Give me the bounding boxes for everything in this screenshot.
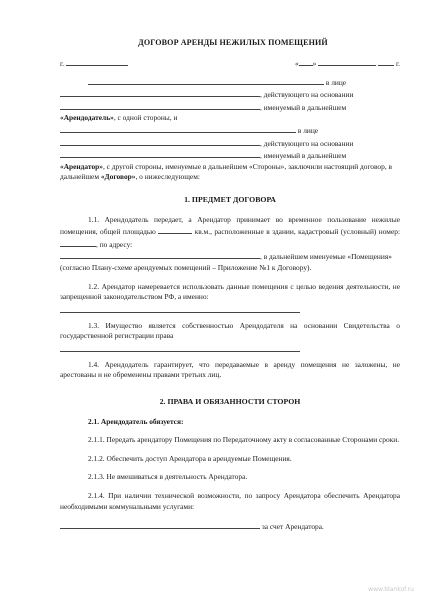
tenant-representative-line: , действующего на основании <box>60 137 400 150</box>
clause-1-1-address: , в дальнейшем именуемые «Помещения» (согласно Плану-схеме арендуемых помещений – Приложение №1 к Договору). <box>60 252 392 272</box>
tenant-name-line: в лице <box>60 124 400 137</box>
clause-1-3: 1.3. Имущество является собственностью Арендодателя на основании Свидетельства о государственной регистрации права <box>60 320 400 341</box>
landlord-name-line: в лице <box>60 76 400 89</box>
clause-2-1-4: 2.1.4. При наличии технической возможности, по запросу Арендатора обеспечить Арендатора необходимыми коммунальными услугами: <box>60 491 400 511</box>
clause-2-1: 2.1. Арендодатель обязуется: <box>88 416 184 426</box>
tenant-role-paragraph: «Арендатор», с другой стороны, именуемые в дальнейшем «Стороны», заключили настоящий договор, в дальнейшем «Договор», о нижеследующем: <box>60 161 393 182</box>
clause-1-2: 1.2. Арендатор намеревается использовать данные помещения с целью ведения деятельности, не запрещенной законодательством РФ, а именно: <box>60 281 400 302</box>
landlord-basis-line: , именуемый в дальнейшем <box>60 101 400 114</box>
date-field: « » г. <box>294 58 400 68</box>
tenant-basis-line: , именуемый в дальнейшем <box>60 149 400 162</box>
clause-1-2-blank <box>60 303 300 313</box>
clause-1-4: 1.4. Арендодатель гарантирует, что передаваемые в аренду помещения не заложены, не арестованы и не обременены правами третьих лиц. <box>60 359 400 380</box>
clause-2-1-2: 2.1.2. Обеспечить доступ Арендатора в арендуемые Помещения. <box>88 453 292 463</box>
clause-1-1: 1.1. Арендодатель передает, а Арендатор принимает во временное пользование нежилые помещения, общей площадью кв.м., расположенные в здании, кадастровый (условный) номер: , по адресу: <box>60 214 400 249</box>
landlord-representative-line: , действующего на основании <box>60 88 400 101</box>
clause-2-1-1: 2.1.1. Передать арендатору Помещения по Передаточному акту в согласованные Сторонами сроки. <box>88 435 400 445</box>
place-date-row <box>60 57 400 68</box>
landlord-role-line: «Арендодатель», с одной стороны, и <box>60 113 178 123</box>
document-title: ДОГОВОР АРЕНДЫ НЕЖИЛЫХ ПОМЕЩЕНИЙ <box>138 38 328 47</box>
clause-1-3-blank <box>60 342 300 352</box>
section-1-heading: 1. ПРЕДМЕТ ДОГОВОРА <box>184 194 276 204</box>
contract-body <box>60 38 400 533</box>
clause-2-1-4-services-line: за счет Арендатора. <box>60 520 400 533</box>
watermark: www.blankof.ru <box>368 586 414 593</box>
clause-2-1-3: 2.1.3. Не вмешиваться в деятельность Арендатора. <box>88 472 248 482</box>
city-field: г. <box>60 57 128 70</box>
section-2-heading: 2. ПРАВА И ОБЯЗАННОСТИ СТОРОН <box>159 397 301 407</box>
